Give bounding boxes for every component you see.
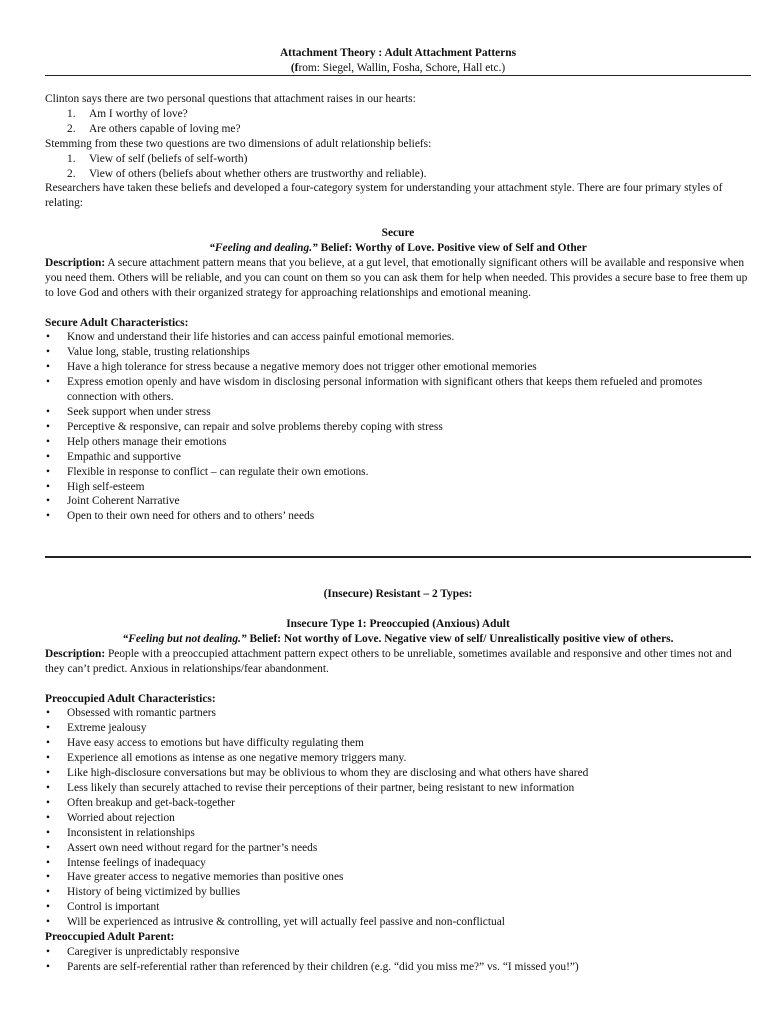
- list-item: • History of being victimized by bullies: [45, 885, 751, 900]
- list-item: • High self-esteem: [45, 480, 751, 495]
- subtitle-paren: (: [290, 61, 295, 74]
- list-item: • Intense feelings of inadequacy: [45, 856, 751, 871]
- list-item: • Joint Coherent Narrative: [45, 494, 751, 509]
- dimension-1-text: View of self (beliefs of self-worth): [89, 152, 248, 165]
- preoccupied-parent-list: [45, 945, 751, 975]
- question-1-text: Am I worthy of love?: [89, 107, 188, 120]
- list-item: • Obsessed with romantic partners: [45, 706, 751, 721]
- preoccupied-parent-heading: Preoccupied Adult Parent:: [45, 931, 175, 944]
- question-2-number: 2.: [67, 122, 76, 135]
- list-item: • Worried about rejection: [45, 811, 751, 826]
- question-1: [45, 107, 751, 122]
- question-2-text: Are others capable of loving me?: [89, 122, 241, 135]
- dimension-1: [45, 152, 751, 167]
- secure-heading: Secure: [381, 227, 415, 239]
- list-item: • Parents are self-referential rather than referenced by their children (e.g. “did you miss me?” vs. “I missed you!”): [45, 960, 751, 975]
- list-item: • Perceptive & responsive, can repair and solve problems thereby coping with stress: [45, 420, 751, 435]
- list-item: • Empathic and supportive: [45, 450, 751, 465]
- secure-tagline: “Feeling and dealing.”: [209, 241, 318, 254]
- document-header: [45, 46, 751, 76]
- secure-tagline-line: [45, 241, 751, 256]
- header-rule: [45, 75, 751, 76]
- type1-description-label: Description:: [45, 647, 106, 660]
- list-item: • Like high-disclosure conversations but may be oblivious to whom they are disclosing and what others have shared: [45, 766, 751, 781]
- dimension-1-number: 1.: [67, 152, 76, 165]
- preoccupied-characteristics-list: [45, 706, 751, 930]
- list-item: • Extreme jealousy: [45, 721, 751, 736]
- list-item: • Experience all emotions as intense as one negative memory triggers many.: [45, 751, 751, 766]
- secure-belief: Belief: Worthy of Love. Positive view of Self and Other: [317, 241, 587, 254]
- question-2: [45, 122, 751, 137]
- list-item: • Inconsistent in relationships: [45, 826, 751, 841]
- intro-paragraph-3: Researchers have taken these beliefs and developed a four-category system for understanding your attachment style. There are four primary styles of relating:: [45, 182, 723, 210]
- list-item: • Open to their own need for others and to others’ needs: [45, 509, 751, 524]
- subtitle-bold-letter: f: [294, 61, 299, 74]
- list-item: • Have greater access to negative memories than positive ones: [45, 870, 751, 885]
- intro-paragraph-1: Clinton says there are two personal questions that attachment raises in our hearts:: [45, 93, 416, 105]
- list-item: • Have easy access to emotions but have difficulty regulating them: [45, 736, 751, 751]
- dimension-2: [45, 167, 751, 182]
- secure-section: [45, 226, 751, 524]
- list-item: • Flexible in response to conflict – can regulate their own emotions.: [45, 465, 751, 480]
- intro-section: [45, 92, 751, 211]
- list-item: • Have a high tolerance for stress because a negative memory does not trigger other emotional memories: [45, 360, 751, 375]
- secure-description: [45, 256, 751, 301]
- list-item: • Caregiver is unpredictably responsive: [45, 945, 751, 960]
- insecure-section: [45, 587, 751, 975]
- dimension-2-number: 2.: [67, 167, 76, 180]
- list-item: • Know and understand their life histories and can access painful emotional memories.: [45, 330, 751, 345]
- document-subtitle: [45, 61, 751, 76]
- type1-heading: Insecure Type 1: Preoccupied (Anxious) Adult: [286, 617, 510, 630]
- intro-paragraph-2: Stemming from these two questions are two dimensions of adult relationship beliefs:: [45, 137, 432, 150]
- question-1-number: 1.: [67, 107, 76, 120]
- type1-tagline-line: [45, 632, 751, 647]
- document-title: Attachment Theory : Adult Attachment Patterns: [279, 47, 517, 59]
- list-item: • Control is important: [45, 900, 751, 915]
- subtitle-text: rom: Siegel, Wallin, Fosha, Schore, Hall etc.): [298, 61, 506, 74]
- secure-description-label: Description:: [45, 256, 106, 269]
- type1-belief: Belief: Not worthy of Love. Negative view of self/ Unrealistically positive view of others.: [246, 632, 674, 645]
- list-item: • Often breakup and get-back-together: [45, 796, 751, 811]
- list-item: • Express emotion openly and have wisdom in disclosing personal information with significant others that keeps them refueled and promotes connection with others.: [45, 375, 751, 405]
- type1-description: [45, 647, 751, 677]
- list-item: • Less likely than securely attached to revise their perceptions of their partner, being resistant to new information: [45, 781, 751, 796]
- list-item: • Help others manage their emotions: [45, 435, 751, 450]
- list-item: • Will be experienced as intrusive & controlling, yet will actually feel passive and non-conflictual: [45, 915, 751, 930]
- list-item: • Value long, stable, trusting relationships: [45, 345, 751, 360]
- preoccupied-characteristics-heading: Preoccupied Adult Characteristics:: [45, 692, 216, 705]
- type1-description-text: People with a preoccupied attachment pattern expect others to be unreliable, sometimes available and responsive and other times not and they can’t predict. Anxious in relationships/fear abandonment.: [45, 647, 732, 675]
- secure-characteristics-heading: Secure Adult Characteristics:: [45, 316, 189, 329]
- insecure-heading: (Insecure) Resistant – 2 Types:: [323, 588, 473, 600]
- section-divider: [45, 556, 751, 558]
- list-item: • Assert own need without regard for the partner’s needs: [45, 841, 751, 856]
- dimension-2-text: View of others (beliefs about whether others are trustworthy and reliable).: [89, 167, 427, 180]
- secure-description-text: A secure attachment pattern means that you believe, at a gut level, that emotionally significant others will be available and responsive when you need them. Others will be reliable, and you can count on them so you can ask them for help when needed. This provides a secure base to free them up to love God and others with their organized strategy for approaching relationships and emotional meaning.: [45, 256, 748, 299]
- secure-characteristics-list: [45, 330, 751, 524]
- type1-tagline: “Feeling but not dealing.”: [122, 632, 247, 645]
- list-item: • Seek support when under stress: [45, 405, 751, 420]
